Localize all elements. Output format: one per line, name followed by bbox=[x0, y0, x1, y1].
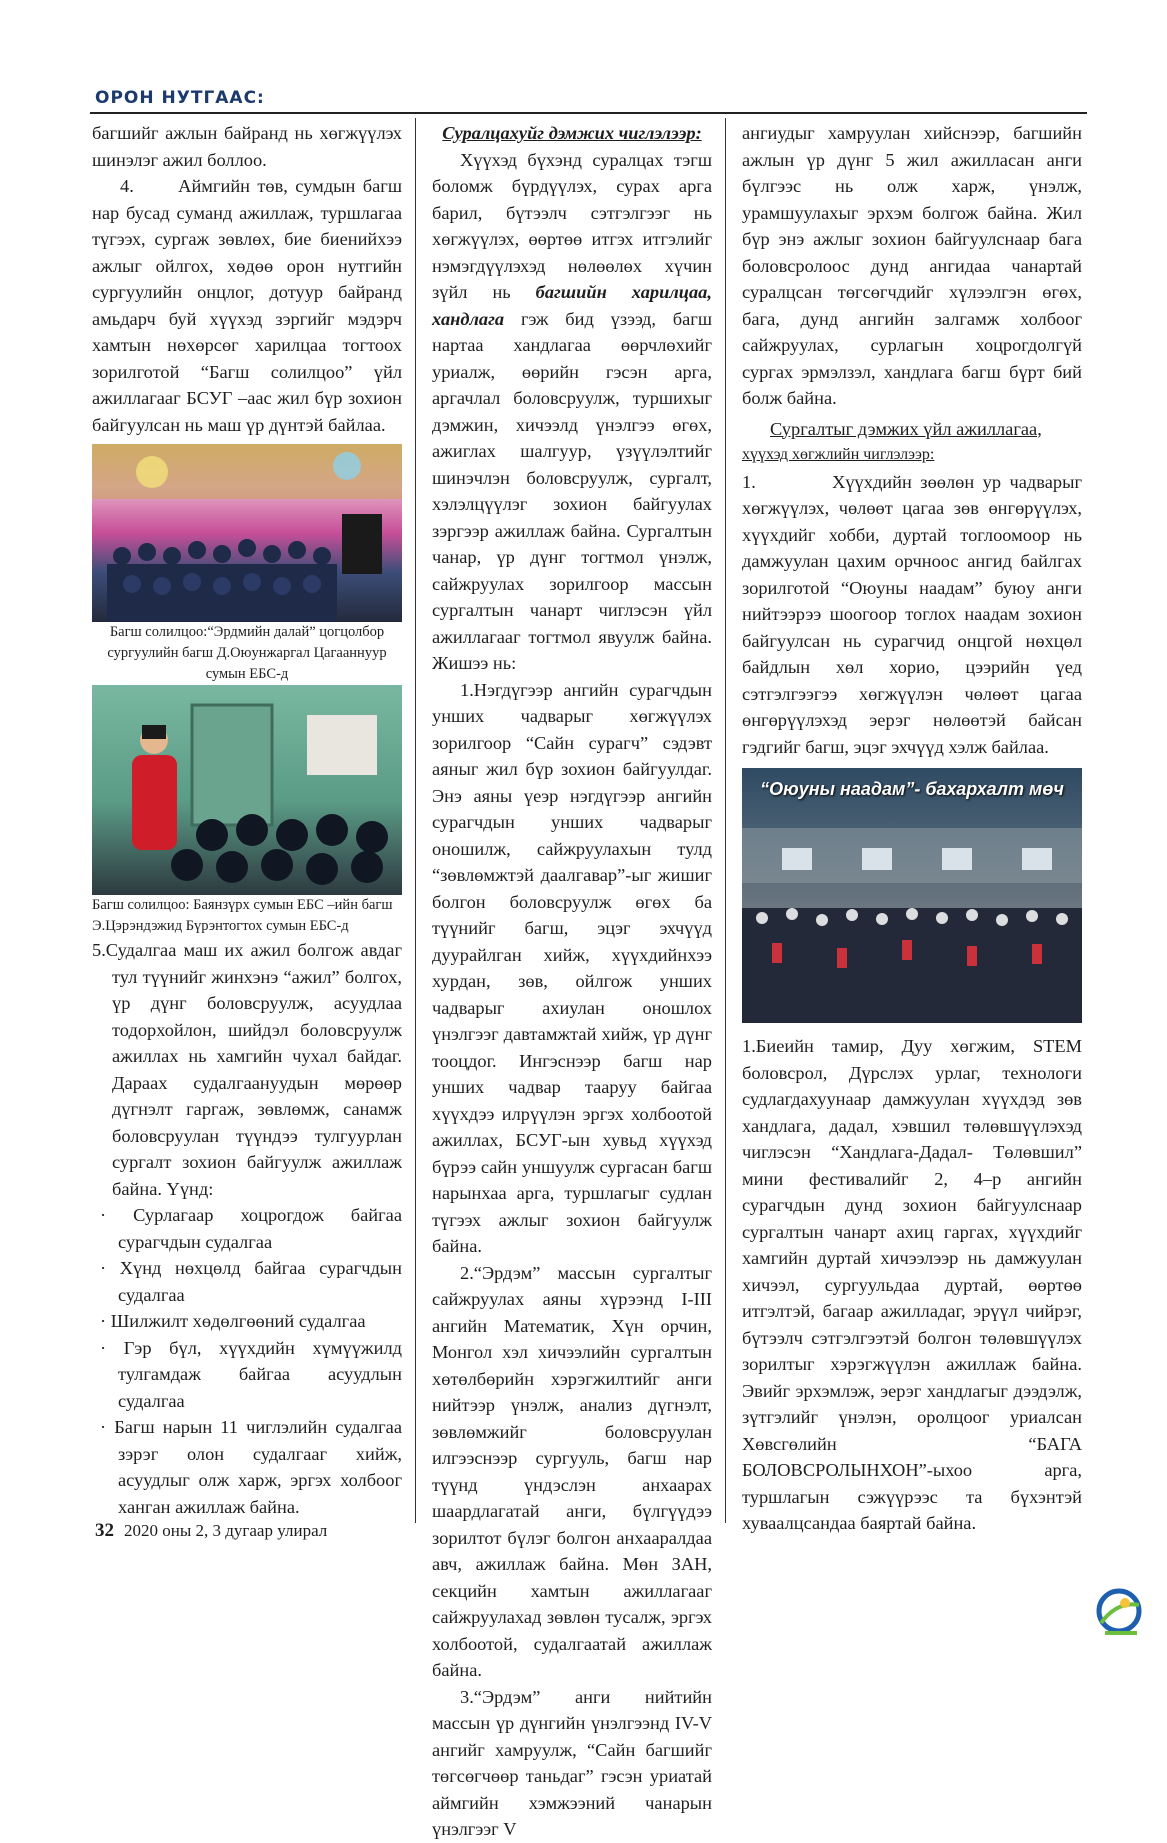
section-heading-support-a: Сургалтыг дэмжих үйл ажиллагаа, bbox=[770, 418, 1042, 439]
bullet-icon: · bbox=[100, 1417, 115, 1437]
paragraph-4: 4. Аймгийн төв, сумдын багш нар бусад суманд ажиллаж, туршлагаа түгээх, сургаж зөвлөх, бие биенийхээ ажлыг ойлгох, хөдөө орон нутгийн сургуулийн онцлог, дотуур байранд амьдарч буй хүүхэд зэргийг мэдэрч хамтын нөхөрсөг харилцаа тогтоох зорилготой “Багш солилцоо” үйл ажиллагааг БСУГ –аас жил бүр зохион байгуулсан нь маш үр дүнтэй байлаа. bbox=[92, 176, 402, 435]
photo-teacher-exchange-1 bbox=[92, 444, 402, 622]
photo-scene-3 bbox=[742, 768, 1082, 1023]
photo-teacher-exchange-2 bbox=[92, 685, 402, 895]
bullet-item-2: · Хүнд нөхцөлд байгаа сурагчдын судалгаа bbox=[100, 1258, 402, 1305]
bullet-item-5: · Багш нарын 11 чиглэлийн судалгаа зэрэг олон судалгааг хийж, асуудлыг олж харж, эргэх холбоог ханган ажиллаж байна. bbox=[100, 1417, 402, 1517]
column-1 bbox=[92, 120, 402, 1520]
bullet-icon: · bbox=[100, 1337, 124, 1358]
section-title: ОРОН НУТГААС: bbox=[95, 88, 265, 108]
paragraph-continued: ангиудыг хамруулан хийснээр, багшийн ажлын үр дүнг 5 жил ажилласан анги бүлгээс нь олж харж, үнэлж, урамшуулахыг эрхэм болгож байна. Жил бүр энэ ажлыг зохион байгуулснаар бага боловсролоос дунд ангидаа чанартай суралцсан төгсөгчдийг хүлээлгэн өгөх, бага, дунд ангийн залгамж холбоог сайжруулах, сурлагын хоцрогдолгүй сургах эрмэлзэл, хандлага багш бүрт бий болж байна. bbox=[742, 123, 1082, 408]
page-footer bbox=[95, 1520, 327, 1542]
bullet-item-4: · Гэр бүл, хүүхдийн хүмүүжилд тулгамдаж байгаа асуудлын судалгаа bbox=[100, 1337, 402, 1411]
paragraph-support-2: 1.Биеийн тамир, Дуу хөгжим, STEM боловсрол, Дүрслэх урлаг, технологи судлагдахуунаар дамжуулан хүүхдэд зөв хандлага, дадал, хэвшил төлөвшүүлэхэд чиглэсэн “Хандлага-Дадал- Төлөвшил” мини фестивалийг 2, 4–р ангийн сурагчдын дунд зохион байгуулснаар сургалтын чанарт ахиц гаргах, хүүхдийг хамгийн дуртай хичээлээр нь дамжуулан хичээл, сургуульдаа дуртай, өөртөө итгэлтэй, багаар ажилладаг, эрүүл чийрэг, бүтээлч сэтгэлгээтэй болгон төлөвшүүлэх зорилтыг хэрэгжүүлэн ажиллаж байна. Эвийг эрхэмлэж, эерэг хандлагыг дээдэлж, зүтгэлийг үнэлэн, оролцоог уриалсан Хөвсгөлийн “БАГА БОЛОВСРОЛЫНХОН”-ыхоо арга, туршлагын сэжүүрээс та бүхэнтэй хуваалцсандаа баяртай байна. bbox=[742, 1036, 1082, 1533]
paragraph-learning-4: 3.“Эрдэм” анги нийтийн массын үр дүнгийн үнэлгээнд IV-V ангийг хамруулж, “Сайн багшийг төгсөгчөөр таньдаг” гэсэн уриатай аймгийн хэмжээний чанарын үнэлгээг V bbox=[432, 1686, 712, 1839]
globe-logo-icon bbox=[1087, 1583, 1147, 1643]
paragraph-support-1: 1. Хүүхдийн зөөлөн ур чадварыг хөгжүүлэх, чөлөөт цагаа зөв өнгөрүүлэх, хүүхдийг хобби, дуртай тоглоомоор нь дамжуулан цахим орчноос ангид байлгах зорилготой “Оюуны наадам” буюу анги нийтээрээ шоогоор тоглох наадам зохион байгуулсан нь сурагчид онцгой нөхцөл байдлын хөл хорио, цээрийн үед сэтгэлгээгээ хөгжүүлэн чөлөөт цагаа өнгөрүүлэхэд эерэг нөлөөтэй байсан гэдгийг багш, эцэг эхчүүд хэлж байлаа. bbox=[742, 471, 1082, 757]
column-divider-2 bbox=[725, 118, 726, 1523]
column-divider-1 bbox=[415, 118, 416, 1523]
paragraph-learning-1: Хүүхэд бүхэнд суралцах тэгш боломж бүрдүүлэх, сурах арга барил, бүтээлч сэтгэлгээг нь хөгжүүлэх, өөртөө итгэх итгэлийг нэмэгдүүлэхэд нөлөөлөх хүчин зүйл нь багшийн харилцаа, хандлага гэж бид үзээд, багш нартаа хандлагаа өөрчлөхийг уриалж, өөрийн гэсэн арга, аргачлал боловсруулж, туршихыг дэмжин, хичээлд үнэлгээ өгөх, ажиглах шалгуур, үзүүлэлтийг шинэчлэн боловсруулж, сургалт, хэлэлцүүлэг зохион байгуулах зэргээр ажиллаж байна. Сургалтын чанар, үр дүнг тогтмол үнэлж, сайжруулах зорилгоор массын сургалтын чанарт чиглэсэн үйл ажиллагааг тогтмол явуулж байна. Жишээ нь: bbox=[432, 149, 712, 673]
photo-caption-1: Багш солилцоо:“Эрдмийн далай” цогцолбор сургуулийн багш Д.Оюунжаргал Цагааннуур сумын ЕБС-д bbox=[107, 624, 387, 682]
bullet-item-3: · Шилжилт хөдөлгөөний судалгаа bbox=[100, 1311, 366, 1331]
emphasis-text: багшийн харилцаа, хандлага bbox=[432, 282, 712, 329]
publisher-logo bbox=[1087, 1583, 1147, 1643]
photo-oyuuny-naadam bbox=[742, 768, 1082, 1023]
bullet-icon: · bbox=[100, 1205, 134, 1225]
paragraph-learning-2: 1.Нэгдүгээр ангийн сурагчдын унших чадварыг хөгжүүлэх зорилгоор “Сайн сурагч” сэдэвт аяныг жил бүр зохион байгуулдаг. Энэ аяны үеэр нэгдүгээр ангийн сурагчдын унших чадварыг оношилж, сайжруулахын тулд “зөвлөмжтэй даалгавар”-ыг жишиг болгон боловсруулж өгөх ба түүнийг багш, эцэг эхчүүд дуурайлган хийж, хүүхдийнхээ хурдан, зөв, ойлгож унших чадварыг ахиулан оношлох үнэлгээг давтамжтай хийж, үр дүнг тооцдог. Ингэснээр багш нар унших чадвар тааруу байгаа хүүхдээ илрүүлэн эргэх холбоотой ажиллах, БСУГ-ын хувьд хүүхэд бүрээ сайн уншуулж сургасан багш нарынхаа арга, туршлагыг судлан түгээх ажлыг зохион байгуулж байна. bbox=[432, 679, 712, 1256]
bullet-icon: · bbox=[100, 1258, 120, 1278]
column-2 bbox=[432, 120, 712, 1843]
issue-label: 2020 оны 2, 3 дугаар улирал bbox=[124, 1521, 328, 1540]
page-number: 32 bbox=[95, 1520, 114, 1541]
section-heading-learning: Суралцахуйг дэмжих чиглэлээр: bbox=[442, 123, 702, 143]
section-heading-support-b: хүүхэд хөгжлийн чиглэлээр: bbox=[742, 446, 935, 463]
paragraph-learning-3: 2.“Эрдэм” массын сургалтыг сайжруулах аяны хүрээнд I-III ангийн Математик, Хүн орчин, Монгол хэл хичээлийн сургалтын хөтөлбөрийн хэрэгжилтийг анги нийтээр үнэлж, анализ дүгнэлт, зөвлөмжийг боловсруулан илгээснээр сургууль, багш нар түүнд үндэслэн анхаарах шаардлагатай анги, бүлгүүдээ зорилтот бүлэг болгон анхааралдаа авч, ажиллаж байна. Мөн ЗАН, секцийн хамтын ажиллагааг сайжруулахад зөвлөн тусалж, эргэх холбоотой, судалгаатай ажиллаж байна. bbox=[432, 1262, 712, 1680]
photo-scene-1 bbox=[92, 444, 402, 622]
bullet-icon: · bbox=[100, 1311, 111, 1331]
photo-caption-2: Багш солилцоо: Баянзүрх сумын ЕБС –ийн багш Э.Цэрэндэжид Бүрэнтогтох сумын ЕБС-д bbox=[92, 897, 393, 934]
photo-scene-2 bbox=[92, 685, 402, 895]
photo-caption-3: “Оюуны наадам”- бахархалт мөч bbox=[760, 779, 1064, 799]
header-rule bbox=[90, 112, 1087, 114]
paragraph-intro: багшийг ажлын байранд нь хөгжүүлэх шинэлэг ажил боллоо. bbox=[92, 123, 402, 170]
paragraph-5: 5.Судалгаа маш их ажил болгож авдаг тул түүнийг жинхэнэ “ажил” болгох, үр дүнг боловсруулж, асуудлаа тодорхойлон, шийдэл боловсруулж ажиллах нь хамгийн чухал байдаг. Дараах судалгаануудын мөрөөр дүгнэлт гаргаж, зөвлөмж, санамж боловсруулан түүндээ тулгуурлан сургалт зохион байгуулж ажиллаж байна. Үүнд: bbox=[92, 940, 402, 1199]
bullet-item-1: · Сурлагаар хоцрогдож байгаа сурагчдын судалгаа bbox=[100, 1205, 402, 1252]
column-3 bbox=[742, 120, 1082, 1537]
